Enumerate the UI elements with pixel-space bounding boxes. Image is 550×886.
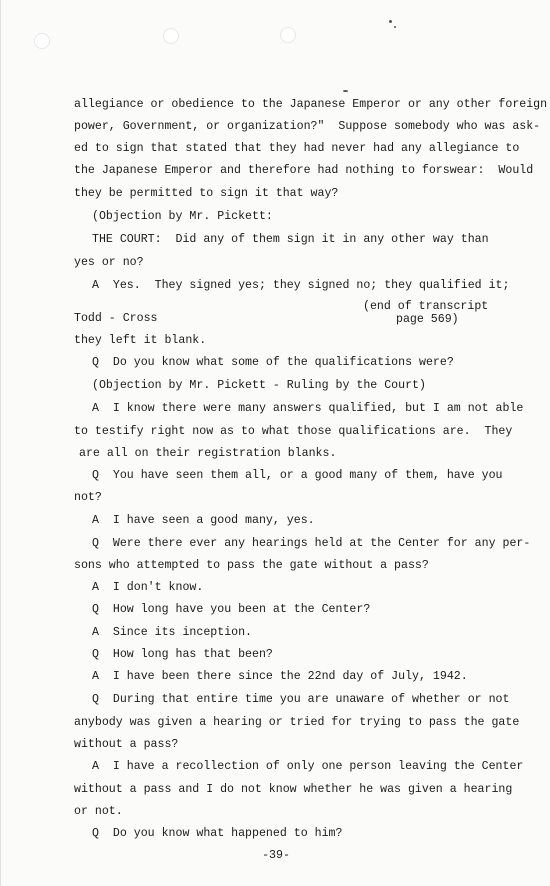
text-line: anybody was given a hearing or tried for trying to pass the gate bbox=[74, 716, 520, 729]
text-line: Q Do you know what some of the qualifications were? bbox=[92, 356, 454, 369]
text-line: Q During that entire time you are unaware of whether or not bbox=[92, 693, 510, 706]
ink-speck bbox=[394, 26, 396, 28]
text-line: A I have a recollection of only one person leaving the Center bbox=[92, 760, 524, 773]
text-line: to testify right now as to what those qualifications are. They bbox=[74, 425, 513, 438]
text-line: are all on their registration blanks. bbox=[79, 447, 337, 460]
punch-hole-left bbox=[35, 34, 49, 48]
ink-speck bbox=[389, 20, 392, 23]
text-line: allegiance or obedience to the Japanese Emperor or any other foreign bbox=[74, 98, 548, 111]
transcript-note: page 569) bbox=[396, 313, 459, 326]
text-line: A I don't know. bbox=[92, 581, 204, 594]
text-line: Q Do you know what happened to him? bbox=[92, 827, 343, 840]
punch-hole-right bbox=[281, 28, 295, 42]
text-line: A I have seen a good many, yes. bbox=[92, 514, 315, 527]
text-line: A I have been there since the 22nd day of July, 1942. bbox=[92, 670, 468, 683]
transcript-note: (end of transcript bbox=[363, 300, 489, 313]
text-line: yes or no? bbox=[74, 256, 144, 269]
text-line: not? bbox=[74, 491, 102, 504]
text-line: Q Were there ever any hearings held at the Center for any per- bbox=[92, 537, 531, 550]
text-line: ed to sign that stated that they had never had any allegiance to bbox=[74, 142, 520, 155]
text-line: without a pass? bbox=[74, 738, 179, 751]
text-line: the Japanese Emperor and therefore had nothing to forswear: Would bbox=[74, 164, 534, 177]
text-line: THE COURT: Did any of them sign it in any other way than bbox=[92, 233, 489, 246]
text-line: Q How long has that been? bbox=[92, 648, 273, 661]
section-heading: Todd - Cross bbox=[74, 312, 158, 325]
text-line: A Yes. They signed yes; they signed no; they qualified it; bbox=[92, 279, 510, 292]
text-line: or not. bbox=[74, 805, 123, 818]
text-line: without a pass and I do not know whether he was given a hearing bbox=[74, 783, 513, 796]
text-line: A Since its inception. bbox=[92, 626, 253, 639]
text-line: power, Government, or organization?" Suppose somebody who was ask- bbox=[74, 120, 541, 133]
text-line: Q How long have you been at the Center? bbox=[92, 603, 371, 616]
ink-speck bbox=[343, 90, 348, 92]
text-line: Q You have seen them all, or a good many of them, have you bbox=[92, 469, 503, 482]
text-line: (Objection by Mr. Pickett - Ruling by the Court) bbox=[92, 379, 426, 392]
text-line: they left it blank. bbox=[74, 334, 207, 347]
punch-hole-center bbox=[164, 29, 178, 43]
text-line: A I know there were many answers qualified, but I am not able bbox=[92, 402, 524, 415]
text-line: sons who attempted to pass the gate without a pass? bbox=[74, 559, 429, 572]
page-number: -39- bbox=[262, 849, 290, 862]
text-line: (Objection by Mr. Pickett: bbox=[92, 210, 273, 223]
text-line: they be permitted to sign it that way? bbox=[74, 187, 339, 200]
